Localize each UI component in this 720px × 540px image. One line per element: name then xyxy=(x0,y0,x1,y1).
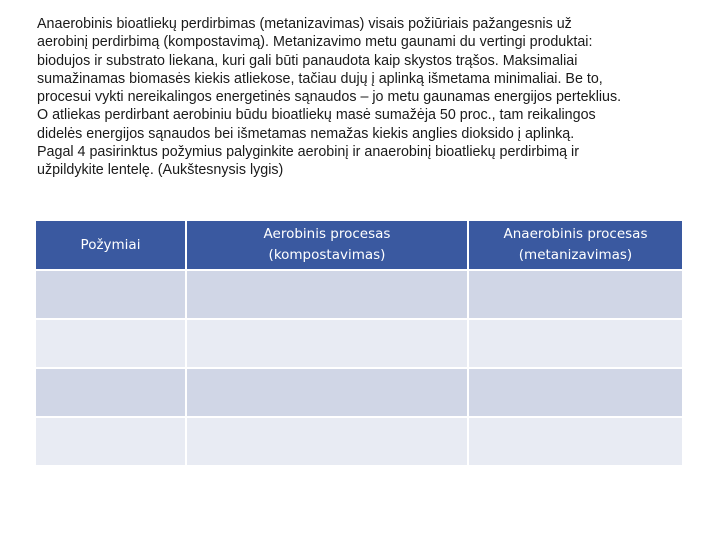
task-text-line: O atliekas perdirbant aerobiniu būdu bioatliekų masė sumažėja 50 proc., tam reikalingos xyxy=(37,107,596,124)
task-text-line: aerobinį perdirbimą (kompostavimą). Metanizavimo metu gaunami du vertingi produktai: xyxy=(37,34,593,51)
table-row xyxy=(35,319,683,368)
task-text-line: Anaerobinis bioatliekų perdirbimas (metanizavimas) visais požiūriais pažangesnis už xyxy=(37,16,572,32)
cell-feature[interactable] xyxy=(35,319,186,368)
table-row xyxy=(35,417,683,466)
header-features-label: Požymiai xyxy=(80,236,141,253)
cell-anaerobic[interactable] xyxy=(468,319,683,368)
comparison-table xyxy=(34,219,684,467)
table-row xyxy=(35,368,683,417)
task-text-line: Pagal 4 pasirinktus požymius palyginkite aerobinį ir anaerobinį bioatliekų perdirbimą ir xyxy=(37,144,579,161)
header-anaerobic xyxy=(468,220,683,270)
cell-feature[interactable] xyxy=(35,270,186,319)
table-header-row xyxy=(35,220,683,270)
task-description xyxy=(37,15,705,180)
cell-aerobic[interactable] xyxy=(186,417,468,466)
header-aerobic-title: Aerobinis procesas xyxy=(263,226,391,242)
task-text-line: biodujos ir substrato liekana, kuri gali būti panaudota kaip skystos trąšos. Maksimaliai xyxy=(37,52,578,69)
cell-anaerobic[interactable] xyxy=(468,417,683,466)
cell-anaerobic[interactable] xyxy=(468,368,683,417)
task-text-line: didelės energijos sąnaudos bei išmetamas nemažas kiekis anglies dioksido į aplinką. xyxy=(37,125,575,142)
task-text-line: užpildykite lentelę. (Aukštesnysis lygis) xyxy=(37,162,284,179)
header-anaerobic-subtitle: (metanizavimas) xyxy=(518,247,633,263)
cell-aerobic[interactable] xyxy=(186,319,468,368)
header-features xyxy=(35,220,186,270)
cell-feature[interactable] xyxy=(35,417,186,466)
cell-aerobic[interactable] xyxy=(186,368,468,417)
cell-feature[interactable] xyxy=(35,368,186,417)
task-text-line: procesui vykti nereikalingos energetinės sąnaudos – jo metu gaunamas energijos perteklius. xyxy=(37,89,622,106)
cell-aerobic[interactable] xyxy=(186,270,468,319)
table-row xyxy=(35,270,683,319)
header-anaerobic-title: Anaerobinis procesas xyxy=(503,226,648,242)
task-text-line: sumažinamas biomasės kiekis atliekose, tačiau dujų į aplinką išmetama minimaliai. Be to, xyxy=(37,70,603,87)
header-aerobic xyxy=(186,220,468,270)
header-aerobic-subtitle: (kompostavimas) xyxy=(268,247,386,263)
cell-anaerobic[interactable] xyxy=(468,270,683,319)
